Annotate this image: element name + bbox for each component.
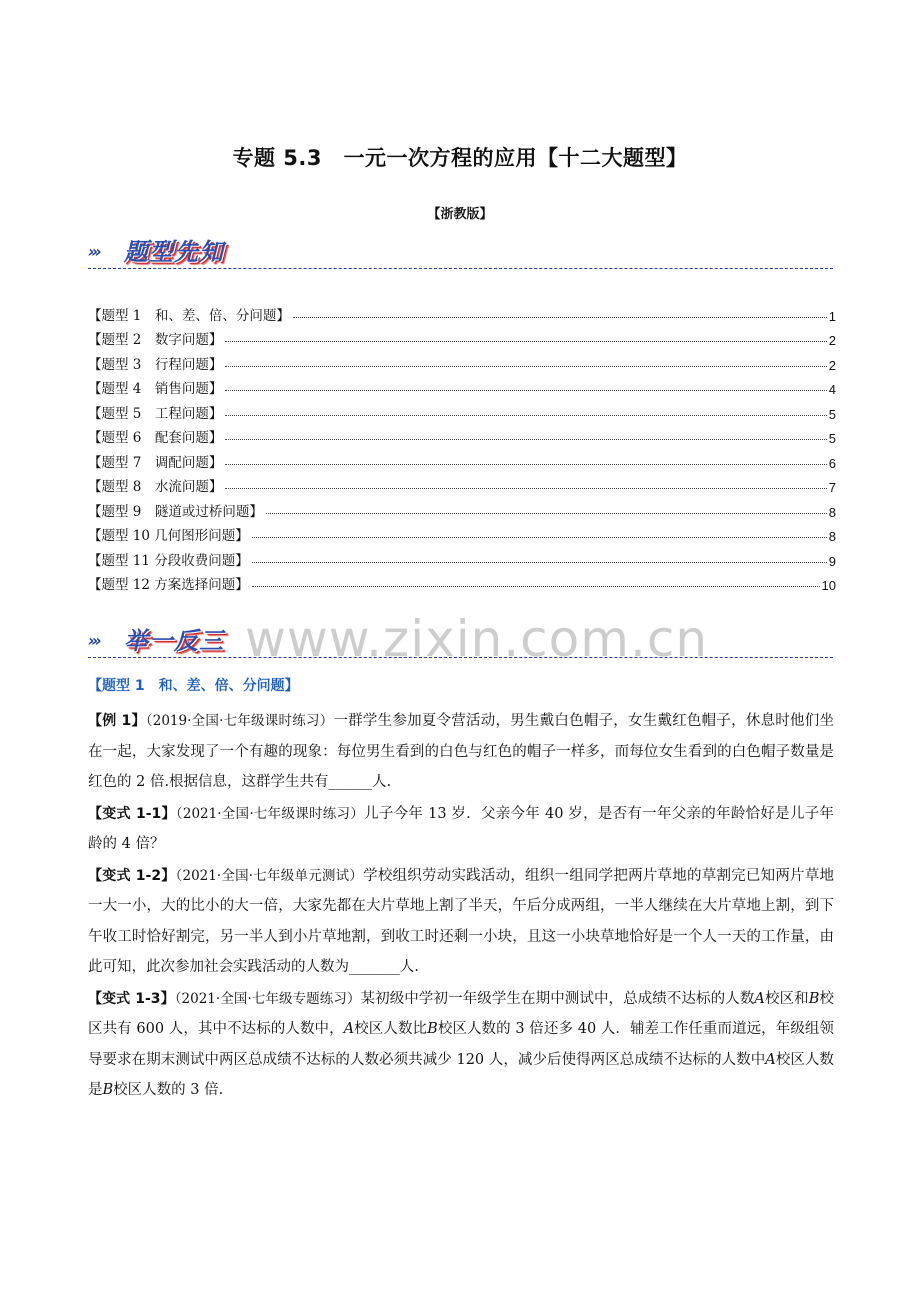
problem-list — [88, 706, 834, 1107]
banner-question-types — [88, 231, 833, 267]
toc-page-number: 7 — [828, 480, 836, 495]
toc-leader-dots — [252, 537, 827, 538]
banner-divider — [88, 657, 833, 658]
edition-label: 【浙教版】 — [427, 207, 493, 222]
toc-entry-label: 【题型 4 销售问题】 — [88, 381, 223, 397]
problem-item — [88, 861, 834, 983]
toc-entry-label: 【题型 1 和、差、倍、分问题】 — [88, 307, 290, 324]
problem-tag: 【例 1】 — [88, 713, 146, 729]
banner-title: 题型先知 — [124, 238, 224, 266]
toc-entry-label: 【题型 2 数字问题】 — [88, 332, 223, 348]
problem-text: 某初级中学初一年级学生在期中测试中，总成绩不达标的人数𝐴校区和𝐵校区共有 600 人，其中不达标的人数中，𝐴校区人数比𝐵校区人数的 3 倍还多 40 人．辅差工作任重而道远，年级组领导要求在期末测试中两区总成绩不达标的人数必须共减少 120 人，减少后使得两区总成绩不达标的人数中𝐴校区人数是𝐵校区人数的 3 倍. — [88, 990, 834, 1098]
banner-examples — [88, 620, 833, 656]
problem-source: （2019·全国·七年级课时练习） — [145, 713, 334, 729]
problem-text: 一群学生参加夏令营活动，男生戴白色帽子，女生戴红色帽子，休息时他们坐在一起，大家发现了一个有趣的现象：每位男生看到的白色与红色的帽子一样多，而每位女生看到的白色帽子数量是红色的 2 倍.根据信息，这群学生共有______人. — [88, 713, 834, 790]
toc-page-number: 10 — [821, 578, 836, 593]
toc-entry[interactable] — [88, 495, 836, 520]
toc-entry[interactable] — [88, 446, 836, 471]
toc-entry-label: 【题型 10 几何图形问题】 — [88, 528, 249, 544]
page-title: 专题 5.3 一元一次方程的应用【十二大题型】 — [232, 146, 688, 170]
table-of-contents — [88, 299, 836, 593]
watermark: www.zixin.com.cn — [245, 610, 709, 668]
banner-arrows-icon: ››› — [88, 631, 99, 650]
problem-text: 学校组织劳动实践活动，组织一组同学把两片草地的草割完已知两片草地一大一小，大的比小的大一倍，大家先都在大片草地上割了半天，午后分成两组，一半人继续在大片草地上割，到下午收工时恰好割完，另一半人到小片草地割，到收工时还剩一小块，且这一小块草地恰好是一个人一天的工作量，由此可知，此次参加社会实践活动的人数为_______人. — [88, 867, 835, 975]
toc-entry-label: 【题型 9 隧道或过桥问题】 — [88, 503, 263, 520]
toc-entry-label: 【题型 11 分段收费问题】 — [88, 552, 249, 569]
toc-entry-label: 【题型 5 工程问题】 — [88, 405, 223, 422]
problem-tag: 【变式 1-2】 — [88, 867, 176, 884]
toc-leader-dots — [293, 317, 827, 318]
toc-entry-label: 【题型 6 配套问题】 — [88, 430, 223, 446]
problem-item — [88, 984, 834, 1106]
toc-entry[interactable] — [88, 422, 836, 447]
toc-entry[interactable] — [88, 299, 836, 324]
toc-entry-label: 【题型 3 行程问题】 — [88, 356, 223, 373]
toc-leader-dots — [252, 562, 827, 563]
toc-entry[interactable] — [88, 471, 836, 496]
toc-leader-dots — [225, 488, 826, 489]
problem-tag: 【变式 1-3】 — [88, 990, 175, 1007]
problem-source: （2021·全国·七年级课时练习） — [175, 805, 365, 822]
toc-page-number: 1 — [828, 308, 836, 324]
toc-page-number: 5 — [828, 431, 836, 446]
toc-entry-label: 【题型 8 水流问题】 — [88, 479, 223, 495]
toc-page-number: 2 — [828, 333, 836, 348]
problem-tag: 【变式 1-1】 — [88, 805, 176, 822]
toc-entry-label: 【题型 12 方案选择问题】 — [88, 577, 249, 593]
problem-item — [88, 799, 834, 860]
problem-source: （2021·全国·七年级单元测试） — [175, 867, 364, 884]
toc-page-number: 9 — [828, 553, 836, 569]
toc-page-number: 8 — [828, 529, 836, 544]
toc-page-number: 5 — [828, 406, 836, 422]
problem-item — [88, 706, 834, 798]
banner-arrows-icon: ››› — [88, 242, 99, 261]
toc-entry[interactable] — [88, 397, 836, 422]
toc-leader-dots — [225, 390, 826, 391]
toc-leader-dots — [225, 341, 826, 342]
toc-leader-dots — [225, 439, 826, 440]
toc-entry[interactable] — [88, 520, 836, 545]
toc-entry[interactable] — [88, 544, 836, 569]
toc-entry[interactable] — [88, 324, 836, 349]
toc-leader-dots — [225, 366, 826, 367]
problem-text: 儿子今年 13 岁．父亲今年 40 岁，是否有一年父亲的年龄恰好是儿子年龄的 4 倍？ — [88, 805, 834, 852]
toc-leader-dots — [252, 586, 820, 587]
toc-page-number: 8 — [828, 504, 836, 520]
toc-page-number: 2 — [828, 357, 836, 373]
toc-page-number: 4 — [828, 382, 836, 397]
toc-entry[interactable] — [88, 373, 836, 398]
problem-source: （2021·全国·七年级专题练习） — [174, 990, 361, 1007]
toc-page-number: 6 — [828, 455, 836, 471]
toc-leader-dots — [266, 513, 827, 514]
banner-title: 举一反三 — [124, 627, 224, 655]
toc-entry[interactable] — [88, 348, 836, 373]
toc-leader-dots — [225, 415, 826, 416]
toc-entry-label: 【题型 7 调配问题】 — [88, 454, 223, 471]
section-heading: 【题型 1 和、差、倍、分问题】 — [88, 678, 299, 694]
toc-entry[interactable] — [88, 569, 836, 594]
toc-leader-dots — [225, 464, 826, 465]
banner-divider — [88, 268, 833, 269]
